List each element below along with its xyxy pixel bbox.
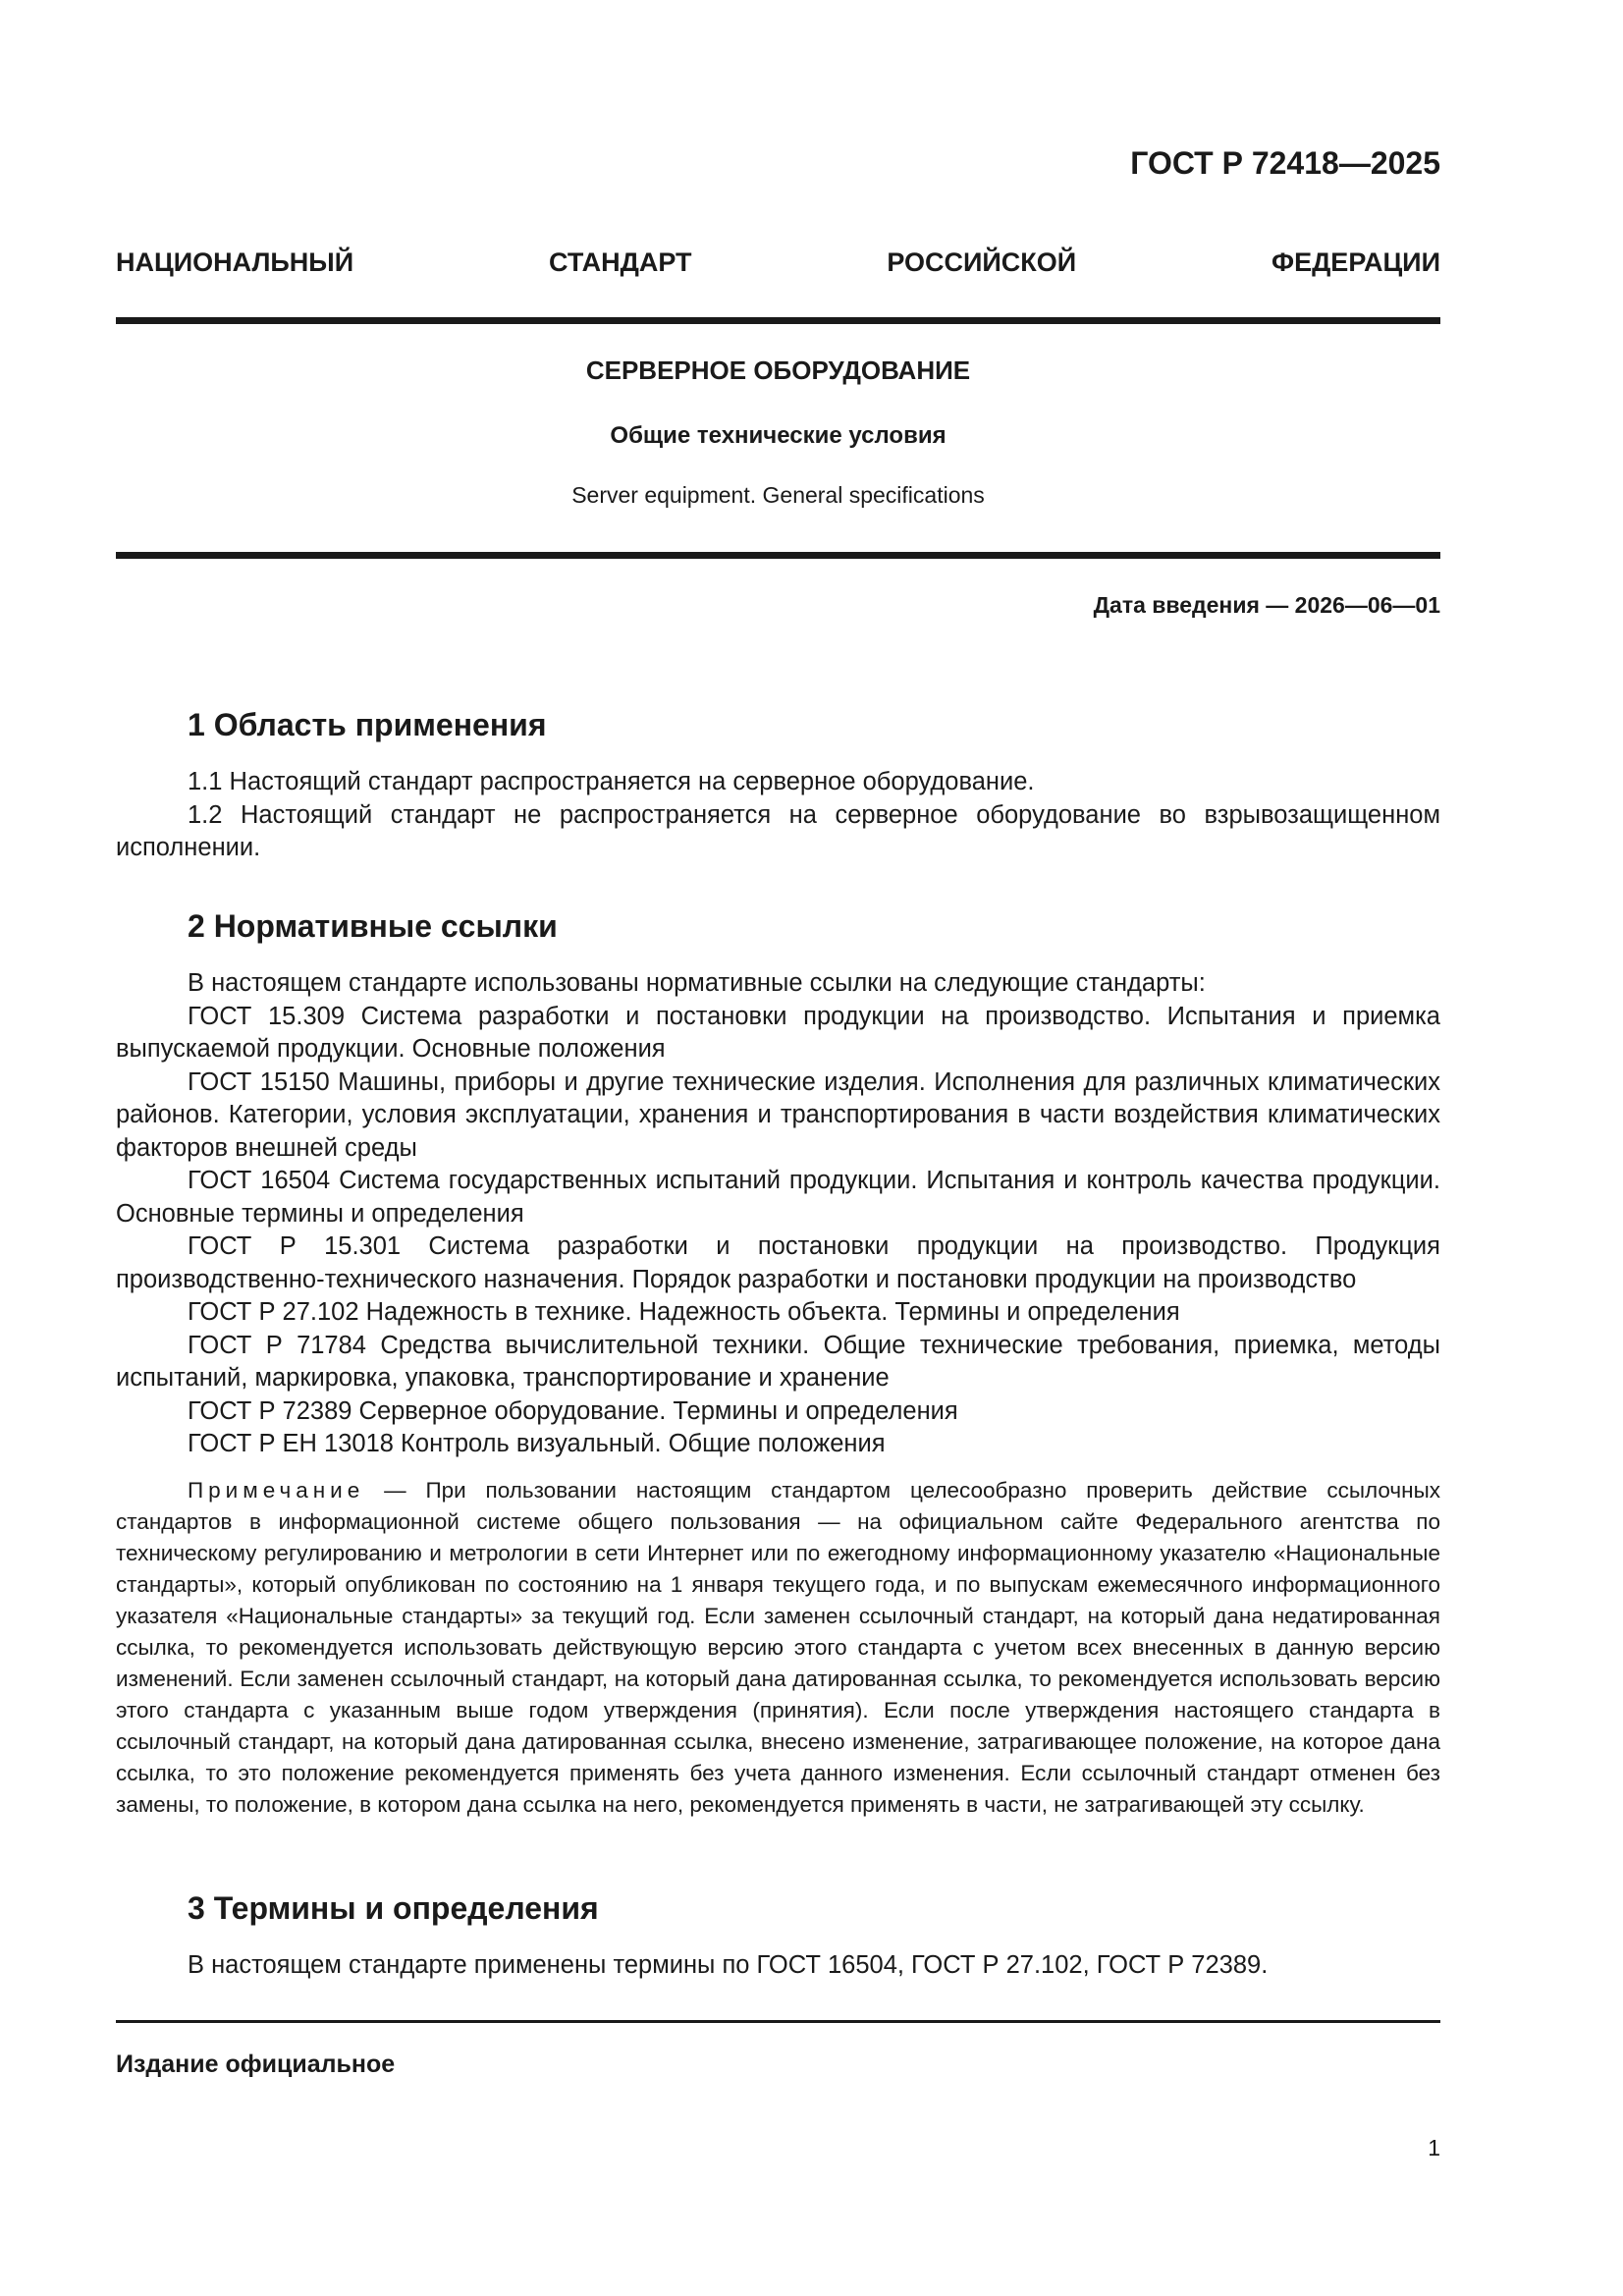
footer-rule [116,2020,1440,2023]
reference-item: ГОСТ Р 72389 Серверное оборудование. Термины и определения [188,1396,958,1425]
intro-date: Дата введения — 2026—06—01 [1093,592,1440,618]
reference-item: ГОСТ Р ЕН 13018 Контроль визуальный. Общие положения [188,1430,886,1457]
section-1-heading: 1 Область применения [188,707,547,742]
reference-item: ГОСТ Р 27.102 Надежность в технике. Надежность объекта. Термины и определения [188,1298,1180,1326]
section-2-body [116,967,1440,1461]
edition-label: Издание официальное [116,2050,396,2078]
document-title: СЕРВЕРНОЕ ОБОРУДОВАНИЕ [585,355,971,385]
note-label: Примечание [188,1478,365,1503]
paragraph: В настоящем стандарте использованы нормативные ссылки на следующие стандарты: [188,969,1206,997]
page-number: 1 [1428,2135,1440,2160]
standard-number: ГОСТ Р 72418—2025 [1130,145,1440,181]
section-2-heading: 2 Нормативные ссылки [188,908,558,944]
note-text: — При пользовании настоящим стандартом целесообразно проверить действие ссылочных стандартов в информационной системе общего пользования — на официальном сайте Федерального агентства по техническому регулированию и метрологии в сети Интернет или по ежегодному информационному указателю «Национальные стандарты», который опубликован по состоянию на 1 января текущего года, и по выпускам ежемесячного информационного указателя «Национальные стандарты» за текущий год. Если заменен ссылочный стандарт, на который дана недатированная ссылка, то рекомендуется использовать действующую версию этого стандарта с учетом всех внесенных в данную версию изменений. Если заменен ссылочный стандарт, на который дана датированная ссылка, то рекомендуется использовать версию этого стандарта с указанным выше годом утверждения (принятия). Если после утверждения настоящего стандарта в ссылочный стандарт, на который дана датированная ссылка, внесено изменение, затрагивающее положение, на которое дана ссылка, то это положение рекомендуется применять без учета данного изменения. Если ссылочный стандарт отменен без замены, то положение, в котором дана ссылка на него, рекомендуется применять в части, не затрагивающей эту ссылку. [116,1478,1440,1817]
reference-item: ГОСТ 15150 Машины, приборы и другие технические изделия. Исполнения для различных климатических районов. Категории, условия эксплуатации, хранения и транспортирования в части воздействия климатических факторов внешней среды [116,1067,1440,1162]
paragraph: В настоящем стандарте применены термины по ГОСТ 16504, ГОСТ Р 27.102, ГОСТ Р 72389. [188,1951,1269,1979]
document-subtitle: Общие технические условия [610,422,947,449]
reference-item: ГОСТ 15.309 Система разработки и постановки продукции на производство. Испытания и приемка выпускаемой продукции. Основные положения [116,1002,1440,1063]
reference-item: ГОСТ Р 15.301 Система разработки и постановки продукции на производство. Продукция производственно-технического назначения. Порядок разработки и постановки продукции на производство [116,1232,1440,1293]
section-3-body [116,1949,1440,1983]
section-1-body [116,766,1440,865]
note-block [116,1475,1440,1821]
paragraph: 1.2 Настоящий стандарт не распространяется на серверное оборудование во взрывозащищенном исполнении. [116,800,1440,861]
title-bottom-rule [116,552,1440,559]
top-rule [116,317,1440,324]
reference-item: ГОСТ Р 71784 Средства вычислительной техники. Общие технические требования, приемка, методы испытаний, маркировка, упаковка, транспортирование и хранение [116,1331,1440,1392]
paragraph: 1.1 Настоящий стандарт распространяется на серверное оборудование. [188,768,1035,795]
document-title-english: Server equipment. General specifications [571,482,985,508]
national-standard-title: НАЦИОНАЛЬНЫЙ СТАНДАРТ РОССИЙСКОЙ ФЕДЕРАЦИИ [116,247,1440,277]
reference-item: ГОСТ 16504 Система государственных испытаний продукции. Испытания и контроль качества продукции. Основные термины и определения [116,1167,1440,1228]
section-3-heading: 3 Термины и определения [188,1890,599,1926]
